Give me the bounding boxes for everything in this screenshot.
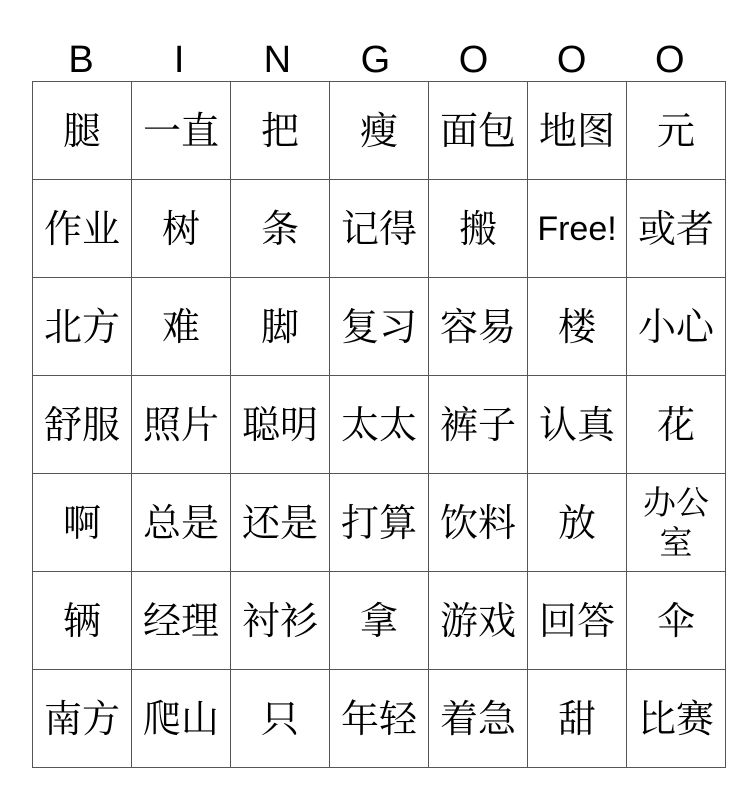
bingo-cell: 经理 xyxy=(132,572,231,670)
bingo-cell: 聪明 xyxy=(231,376,330,474)
bingo-cell: 条 xyxy=(231,180,330,278)
bingo-cell: 容易 xyxy=(429,278,528,376)
bingo-cell: 或者 xyxy=(627,180,726,278)
bingo-cell: 元 xyxy=(627,82,726,180)
bingo-cell: 花 xyxy=(627,376,726,474)
bingo-cell: 打算 xyxy=(330,474,429,572)
bingo-cell: 作业 xyxy=(33,180,132,278)
grid-row xyxy=(33,474,726,572)
bingo-cell: 南方 xyxy=(33,670,132,768)
bingo-cell: 拿 xyxy=(330,572,429,670)
bingo-cell: 总是 xyxy=(132,474,231,572)
bingo-header xyxy=(32,38,719,82)
bingo-cell: 爬山 xyxy=(132,670,231,768)
header-letter: O xyxy=(655,39,685,81)
grid-row xyxy=(33,278,726,376)
bingo-cell: 甜 xyxy=(528,670,627,768)
header-letter: O xyxy=(458,39,489,81)
bingo-cell: 着急 xyxy=(429,670,528,768)
bingo-cell: 办公室 xyxy=(627,474,726,572)
grid-row xyxy=(33,82,726,180)
bingo-cell: 小心 xyxy=(627,278,726,376)
bingo-cell: 楼 xyxy=(528,278,627,376)
bingo-grid xyxy=(32,81,726,768)
bingo-cell: 年轻 xyxy=(330,670,429,768)
bingo-cell: 难 xyxy=(132,278,231,376)
header-letter: I xyxy=(173,39,185,81)
bingo-cell: 脚 xyxy=(231,278,330,376)
bingo-cell: 把 xyxy=(231,82,330,180)
bingo-cell: 面包 xyxy=(429,82,528,180)
grid-row xyxy=(33,376,726,474)
bingo-cell: 腿 xyxy=(33,82,132,180)
bingo-cell: 回答 xyxy=(528,572,627,670)
free-space-cell: Free! xyxy=(528,180,627,278)
grid-row xyxy=(33,572,726,670)
bingo-cell: 比赛 xyxy=(627,670,726,768)
header-letter: O xyxy=(556,39,587,81)
bingo-cell: 树 xyxy=(132,180,231,278)
bingo-cell: 记得 xyxy=(330,180,429,278)
bingo-cell: 衬衫 xyxy=(231,572,330,670)
bingo-cell: 瘦 xyxy=(330,82,429,180)
header-letter: N xyxy=(263,39,292,81)
grid-row xyxy=(33,180,726,278)
bingo-cell: 复习 xyxy=(330,278,429,376)
bingo-cell: 一直 xyxy=(132,82,231,180)
bingo-cell: 北方 xyxy=(33,278,132,376)
grid-row xyxy=(33,670,726,768)
bingo-cell: 照片 xyxy=(132,376,231,474)
bingo-cell: 辆 xyxy=(33,572,132,670)
bingo-cell: 太太 xyxy=(330,376,429,474)
bingo-cell: 伞 xyxy=(627,572,726,670)
bingo-cell: 搬 xyxy=(429,180,528,278)
bingo-cell: 舒服 xyxy=(33,376,132,474)
bingo-cell: 地图 xyxy=(528,82,627,180)
bingo-cell: 饮料 xyxy=(429,474,528,572)
bingo-cell: 裤子 xyxy=(429,376,528,474)
bingo-cell: 放 xyxy=(528,474,627,572)
bingo-cell: 游戏 xyxy=(429,572,528,670)
bingo-cell: 还是 xyxy=(231,474,330,572)
bingo-cell: 啊 xyxy=(33,474,132,572)
bingo-cell: 只 xyxy=(231,670,330,768)
header-letter: B xyxy=(68,39,94,81)
bingo-cell: 认真 xyxy=(528,376,627,474)
header-letter: G xyxy=(360,39,391,81)
